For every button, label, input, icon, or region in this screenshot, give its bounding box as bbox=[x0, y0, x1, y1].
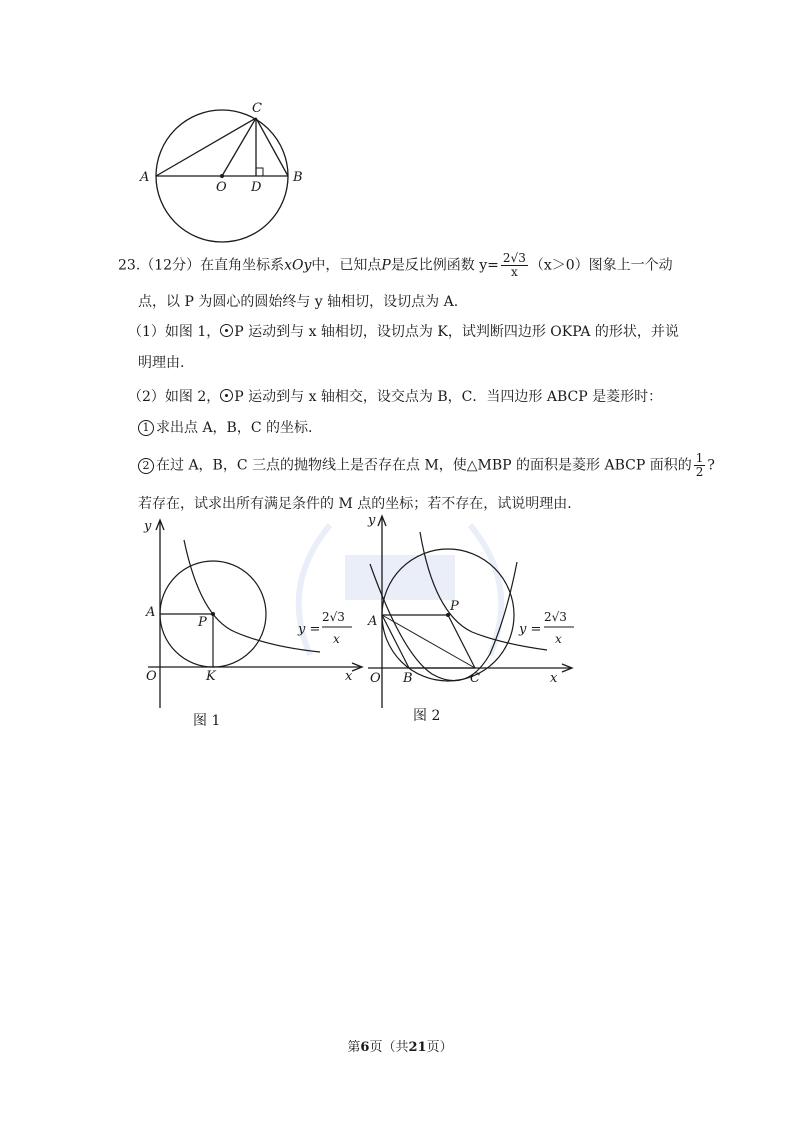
function-fraction bbox=[501, 252, 528, 279]
stem-text-a: 在直角坐标系 bbox=[200, 257, 285, 274]
fig2-func-den: x bbox=[555, 632, 562, 646]
half-fraction bbox=[694, 452, 706, 479]
label-b: B bbox=[293, 170, 303, 185]
label-d: D bbox=[251, 180, 262, 195]
footer-page-number: 6 bbox=[360, 1040, 370, 1055]
function-prefix: y= bbox=[479, 257, 499, 274]
fig2-label-c: C bbox=[470, 671, 480, 686]
stem-text-d: 图象上一个动 bbox=[588, 257, 673, 274]
footer-mid: 页（共 bbox=[369, 1040, 409, 1055]
sub1-line bbox=[138, 418, 738, 438]
figure-1 bbox=[140, 512, 370, 712]
fig1-func-lhs: y = bbox=[298, 622, 321, 637]
fig2-func-lhs: y = bbox=[519, 622, 542, 637]
fig1-label-o: O bbox=[146, 669, 157, 684]
question-number: 23. bbox=[118, 257, 141, 274]
sub2-end: ? bbox=[707, 457, 715, 474]
figure-1-caption: 图 1 bbox=[193, 713, 221, 729]
stem-xoy: xOy bbox=[284, 257, 312, 274]
fig1-label-a: A bbox=[146, 605, 156, 620]
label-c: C bbox=[252, 101, 262, 116]
footer-total-pages: 21 bbox=[408, 1040, 427, 1055]
label-a: A bbox=[140, 170, 150, 185]
circled-number-1: 1 bbox=[138, 420, 154, 436]
half-denominator: 2 bbox=[695, 465, 704, 479]
part2-text: P 运动到与 x 轴相交，设交点为 B，C．当四边形 ABCP 是菱形时： bbox=[234, 389, 663, 405]
part1-line-2: 明理由. bbox=[138, 355, 185, 371]
function-numerator: 2√3 bbox=[502, 251, 526, 265]
stem-text-c: 是反比例函数 bbox=[390, 257, 475, 274]
fig1-func-den: x bbox=[333, 632, 340, 646]
part2-label: （2）如图 2， bbox=[128, 389, 221, 405]
question-line-1 bbox=[118, 252, 718, 279]
part1-label: （1）如图 1， bbox=[128, 324, 221, 340]
figure-2 bbox=[362, 504, 582, 710]
footer-suffix: 页） bbox=[426, 1040, 453, 1055]
part1-text: P 运动到与 x 轴相切，设切点为 K，试判断四边形 OKPA 的形状，并说 bbox=[234, 324, 679, 340]
figure-2-caption: 图 2 bbox=[413, 708, 441, 724]
stem-text-b: 中，已知点 bbox=[311, 257, 382, 274]
function-denominator: x bbox=[510, 265, 518, 279]
fig2-func-num: 2√3 bbox=[544, 610, 567, 624]
circled-number-2: 2 bbox=[138, 458, 154, 474]
fig1-label-y: y bbox=[144, 519, 152, 534]
sub2-text: 在过 A，B，C 三点的抛物线上是否存在点 M，使△MBP 的面积是菱形 ABCP 面积的 bbox=[156, 457, 692, 474]
fig2-label-o: O bbox=[370, 671, 381, 686]
footer-prefix: 第 bbox=[347, 1040, 361, 1055]
question-score: （12分） bbox=[140, 257, 201, 274]
circle-dot-icon bbox=[220, 389, 233, 402]
top-circle-figure bbox=[130, 98, 320, 248]
circle-dot-icon bbox=[220, 324, 233, 337]
fig2-label-x: x bbox=[550, 671, 558, 686]
last-line: 若存在，试求出所有满足条件的 M 点的坐标；若不存在，试说明理由. bbox=[138, 496, 572, 512]
sub2-line bbox=[138, 452, 738, 479]
page-footer bbox=[0, 1036, 800, 1055]
half-numerator: 1 bbox=[695, 451, 704, 465]
fig1-label-k: K bbox=[206, 669, 216, 684]
label-o: O bbox=[216, 180, 227, 195]
stem-p: P bbox=[381, 257, 391, 274]
fig1-label-p: P bbox=[198, 615, 207, 630]
fig2-label-p: P bbox=[450, 599, 459, 614]
part2-line bbox=[128, 387, 728, 407]
fig1-func-num: 2√3 bbox=[322, 610, 345, 624]
fig2-label-y: y bbox=[368, 513, 376, 528]
fig2-label-b: B bbox=[403, 671, 413, 686]
fig2-label-a: A bbox=[368, 614, 378, 629]
part1-line bbox=[128, 322, 728, 342]
fig1-label-x: x bbox=[345, 669, 353, 684]
question-line-2: 点，以 P 为圆心的圆始终与 y 轴相切，设切点为 A. bbox=[138, 294, 459, 310]
function-domain: （x＞0） bbox=[529, 257, 589, 274]
sub1-text: 求出点 A，B，C 的坐标. bbox=[156, 420, 313, 436]
